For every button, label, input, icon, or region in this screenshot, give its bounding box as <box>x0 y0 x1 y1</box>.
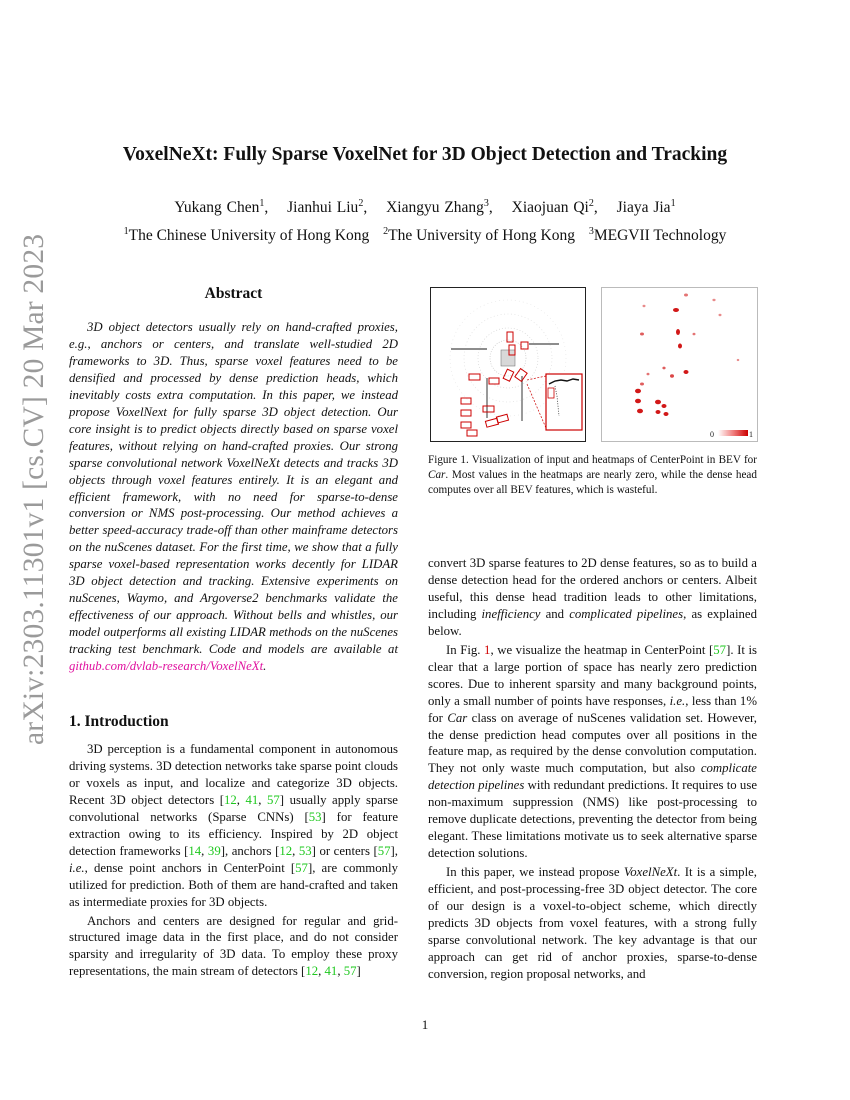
citation-link[interactable]: 12 <box>223 792 237 807</box>
heatmap-illustration <box>602 288 757 441</box>
colorbar <box>718 430 748 436</box>
affiliation: The University of Hong Kong <box>388 227 575 244</box>
affiliation: The Chinese University of Hong Kong <box>128 227 370 244</box>
citation-link[interactable]: 57 <box>377 843 391 858</box>
citation-link[interactable]: 57 <box>713 642 727 657</box>
introduction-left-column <box>69 741 398 980</box>
colorbar-min-label: 0 <box>710 430 714 439</box>
section-heading-introduction: 1. Introduction <box>69 713 169 730</box>
author-name: Xiaojuan Qi <box>511 199 589 216</box>
page-number: 1 <box>421 1017 429 1032</box>
paragraph: 3D perception is a fundamental component in autonomous driving systems. 3D detection networks take sparse point clouds or voxels as input, and localize and categorize 3D objects. Recent 3D object detectors [12, 41, 57] usually apply sparse convolutional networks (Sparse CNNs) [53] for feature extraction owing to its efficiency. Inspired by 2D object detection frameworks [14, 39], anchors [12, 53] or centers [57], i.e., dense point anchors in CenterPoint [57], are commonly utilized for prediction. Both of them are hand-crafted and taken as intermediate proxies for 3D objects. <box>69 742 399 909</box>
author-name: Jianhui Liu <box>287 199 359 216</box>
affiliation: MEGVII Technology <box>593 227 727 244</box>
citation-link[interactable]: 12 <box>305 964 319 979</box>
affiliation-list: $^1$The Chinese University of Hong Kong $^2$The University of Hong Kong $^3$MEGVII Technology <box>123 226 727 244</box>
citation-link[interactable]: 53 <box>308 809 322 824</box>
point-cloud-illustration <box>431 288 585 441</box>
figure-ref-link[interactable]: 1 <box>484 642 491 657</box>
figure-caption: Figure 1. Visualization of input and heatmaps of CenterPoint in BEV for Car. Most values in the heatmaps are nearly zero, while the dense head computes over all BEV features, which is wasteful. <box>428 454 757 497</box>
figure-heatmap-panel <box>601 287 758 442</box>
author-name: Xiangyu Zhang <box>386 199 484 216</box>
citation-link[interactable]: 39 <box>207 843 221 858</box>
paragraph: In Fig. 1, we visualize the heatmap in CenterPoint [57]. It is clear that a large portion of space has nearly zero prediction scores. Due to inherent sparsity and many background points, only a small number of points have responses, i.e., less than 1% for Car class on average of nuScenes validation set. However, the dense prediction head computes over all positions in the feature map, as required by the dense convolution computation. They not only waste much computation, but also complicate detection pipelines with redundant predictions. It requires to use non-maximum suppression (NMS) like post-processing to remove duplicate detections, preventing the detector from being elegant. These limitations motivate us to seek alternative sparse detection solutions. <box>428 642 758 861</box>
author-name: Jiaya Jia <box>616 199 671 216</box>
paper-title: VoxelNeXt: Fully Sparse VoxelNet for 3D Object Detection and Tracking <box>122 144 728 165</box>
colorbar-max-label: 1 <box>749 430 753 439</box>
code-repo-link[interactable]: github.com/dvlab-research/VoxelNeXt <box>69 659 264 674</box>
author-list: Yukang Chen$^1$, Jianhui Liu$^2$, Xiangyu Zhang$^3$, Xiaojuan Qi$^2$, Jiaya Jia$^1$ <box>174 198 676 216</box>
citation-link[interactable]: 57 <box>343 964 357 979</box>
abstract-heading: Abstract <box>204 285 263 302</box>
arxiv-side-stamp: arXiv:2303.11301v1 [cs.CV] 20 Mar 2023 <box>18 233 50 745</box>
abstract-text: 3D object detectors usually rely on hand-crafted proxies, e.g., anchors or centers, and translate well-studied 2D frameworks to 3D. Thus, sparse voxel features need to be densified and processed by dense prediction heads, which inevitably costs extra computation. In this paper, we instead propose VoxelNext for fully sparse 3D object detection. Our core insight is to predict objects directly based on sparse voxel features, without relying on hand-crafted proxies. Our strong sparse convolutional network VoxelNeXt detects and tracks 3D objects through voxel features entirely. It is an elegant and efficient framework, with no need for sparse-to-dense conversion or NMS post-processing. Our method achieves a better speed-accuracy trade-off than other mainframe detectors on the nuScenes dataset. For the first time, we show that a fully sparse voxel-based representation works decently for LIDAR 3D object detection and tracking. Extensive experiments on nuScenes, Waymo, and Argoverse2 benchmarks validate the effectiveness of our approach. Without bells and whistles, our model outperforms all existing LIDAR methods on the nuScenes tracking test benchmark. Code and models are available at github.com/dvlab-research/VoxelNeXt. <box>69 320 398 674</box>
citation-link[interactable]: 57 <box>295 860 308 875</box>
paragraph: convert 3D sparse features to 2D dense features, so as to build a dense detection head for the ordered anchors or centers. Albeit useful, this dense head tradition leads to other limitations, including inefficiency and complicated pipelines, as explained below. <box>428 556 757 638</box>
citation-link[interactable]: 57 <box>267 792 280 807</box>
introduction-right-column <box>428 555 757 983</box>
citation-link[interactable]: 41 <box>324 964 338 979</box>
figure-point-cloud-panel <box>430 287 586 442</box>
citation-link[interactable]: 53 <box>298 843 312 858</box>
citation-link[interactable]: 12 <box>279 843 293 858</box>
paragraph: In this paper, we instead propose VoxelNeXt. It is a simple, efficient, and post-processing-free 3D object detector. The core of our design is a voxel-to-object scheme, which directly predicts 3D objects from voxel features, with a strong fully sparse convolutional network. The key advantage is that our approach can get rid of anchor proxies, sparse-to-dense conversion, region proposal networks, and <box>428 865 757 981</box>
paragraph: Anchors and centers are designed for regular and grid-structured image data in the first place, and do not consider sparsity and irregularity of 3D data. To employ these proxy representations, the main stream of detectors [12, 41, 57] <box>69 913 398 979</box>
citation-link[interactable]: 14 <box>188 843 202 858</box>
citation-link[interactable]: 41 <box>245 792 259 807</box>
author-name: Yukang Chen <box>174 199 260 216</box>
